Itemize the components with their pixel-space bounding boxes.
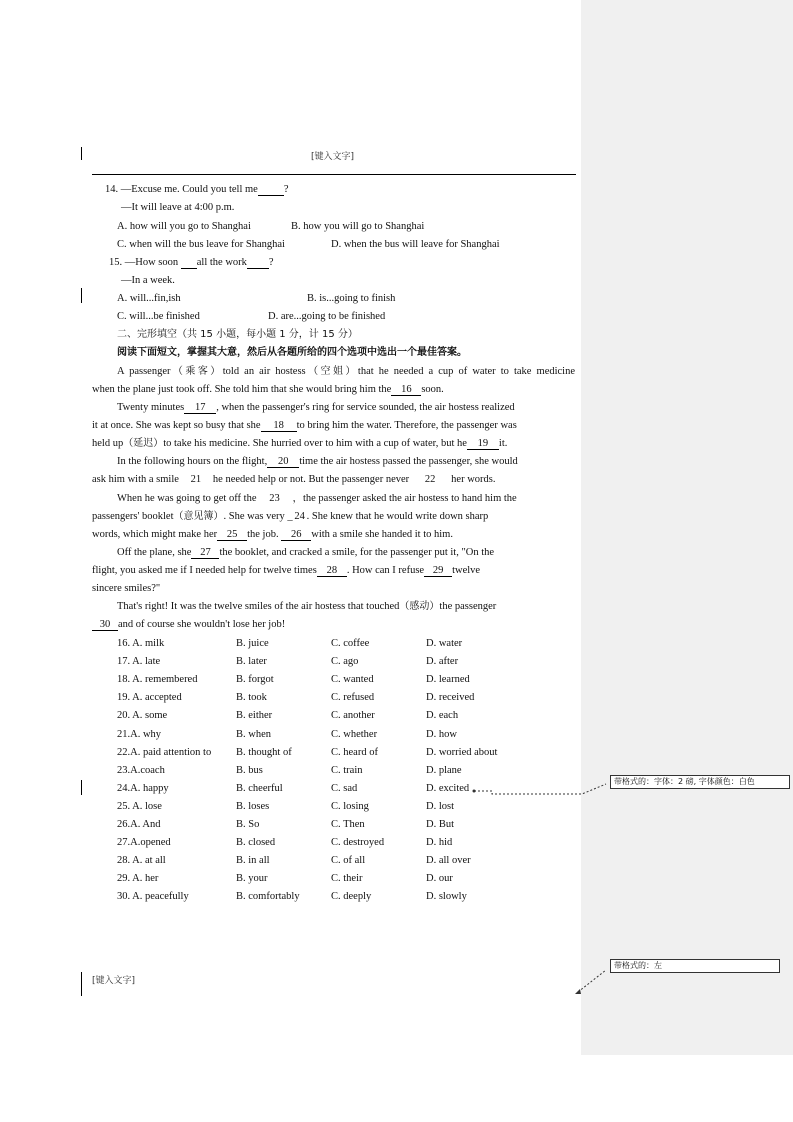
option-22-b: B. thought of bbox=[236, 746, 292, 758]
option-19-d: D. received bbox=[426, 692, 475, 704]
option-16-a: 16. A. milk bbox=[117, 638, 165, 649]
passage-line: passengers' booklet（意见簿）. She was very _ 24 . She knew that he would write down sharp bbox=[92, 511, 489, 522]
blank-24[interactable]: 24 bbox=[294, 511, 305, 522]
q14-option-b: B. how you will go to Shanghai bbox=[291, 221, 425, 232]
option-21-d: D. how bbox=[426, 728, 457, 740]
blank-26[interactable]: 26 bbox=[281, 529, 311, 541]
option-26-a: 26.A. And bbox=[117, 819, 161, 830]
q15-stem: 15. —How soon all the work ? bbox=[109, 257, 274, 268]
passage-line: That's right! It was the twelve smiles of the air hostess that touched（感动）the passenger bbox=[117, 601, 497, 612]
q15-option-d: D. are...going to be finished bbox=[268, 311, 386, 322]
blank-29[interactable]: 29 bbox=[424, 565, 452, 577]
option-27-b: B. closed bbox=[236, 837, 276, 849]
option-23-c: C. train bbox=[331, 764, 363, 776]
option-17-a: 17. A. late bbox=[117, 656, 161, 668]
blank-23[interactable]: 23 bbox=[269, 493, 280, 504]
option-30-a: 30. A. peacefully bbox=[117, 891, 189, 903]
option-18-b: B. forgot bbox=[236, 674, 274, 686]
option-26-c: C. Then bbox=[331, 819, 365, 830]
passage-line: words, which might make her 25 the job. 26 with a smile she handed it to him. bbox=[92, 529, 453, 540]
option-29-a: 29. A. her bbox=[117, 873, 159, 885]
option-19-b: B. took bbox=[236, 692, 267, 704]
option-23-d: D. plane bbox=[426, 764, 462, 776]
option-24-d: D. excited bbox=[426, 782, 470, 794]
option-30-b: B. comfortably bbox=[236, 891, 300, 903]
passage-line: held up（延迟）to take his medicine. She hurried over to him with a cup of water, but he 19 it. bbox=[92, 438, 508, 449]
passage-line: In the following hours on the flight, 20 time the air hostess passed the passenger, she would bbox=[117, 456, 518, 467]
passage-line: sincere smiles?" bbox=[92, 583, 161, 594]
blank-27[interactable]: 27 bbox=[191, 547, 219, 559]
option-25-d: D. lost bbox=[426, 800, 455, 812]
option-28-b: B. in all bbox=[236, 855, 270, 867]
option-18-d: D. learned bbox=[426, 674, 470, 686]
option-22-c: C. heard of bbox=[331, 746, 378, 758]
option-29-b: B. your bbox=[236, 873, 268, 885]
blank-18[interactable]: 18 bbox=[261, 420, 297, 432]
option-28-a: 28. A. at all bbox=[117, 855, 166, 867]
option-21-a: 21.A. why bbox=[117, 728, 162, 740]
passage-line: When he was going to get off the 23 ，the passenger asked the air hostess to hand him the bbox=[117, 493, 517, 504]
blank-16[interactable]: 16 bbox=[391, 384, 421, 396]
passage-line: it at once. She was kept so busy that she 18 to bring him the water. Therefore, the passenger was bbox=[92, 420, 517, 431]
blank-30[interactable]: 30 bbox=[92, 619, 118, 631]
option-17-b: B. later bbox=[236, 656, 267, 668]
passage-line: when the plane just took off. She told him that she would bring him the 16 soon. bbox=[92, 384, 444, 395]
passage-line: A passenger（乘客）told an air hostess（空姐）that he needed a cup of water to take medicine bbox=[117, 366, 576, 377]
passage-line: Off the plane, she 27 the booklet, and cracked a smile, for the passenger put it, "On the bbox=[117, 547, 495, 558]
option-20-c: C. another bbox=[331, 710, 375, 722]
option-18-c: C. wanted bbox=[331, 674, 374, 686]
header-placeholder[interactable]: [键入文字] bbox=[311, 152, 355, 162]
blank-20[interactable]: 20 bbox=[267, 456, 299, 468]
q14-stem: 14. —Excuse me. Could you tell me ? bbox=[105, 184, 289, 195]
format-comment-1[interactable]: 带格式的：字体：2 磅, 字体颜色：白色 bbox=[610, 775, 790, 789]
blank-25[interactable]: 25 bbox=[217, 529, 247, 541]
option-27-a: 27.A.opened bbox=[117, 837, 171, 849]
format-comment-2[interactable]: 带格式的：左 bbox=[610, 959, 780, 973]
option-28-c: C. of all bbox=[331, 855, 366, 867]
q14-option-d: D. when the bus will leave for Shanghai bbox=[331, 239, 500, 250]
q14-answer: —It will leave at 4:00 p.m. bbox=[121, 202, 235, 213]
passage-line: 30 and of course she wouldn't lose her job! bbox=[92, 618, 285, 631]
q14-option-c: C. when will the bus leave for Shanghai bbox=[117, 239, 285, 250]
option-21-b: B. when bbox=[236, 728, 271, 740]
option-30-c: C. deeply bbox=[331, 891, 372, 903]
option-19-a: 19. A. accepted bbox=[117, 692, 182, 704]
option-29-c: C. their bbox=[331, 873, 363, 885]
option-22-d: D. worried about bbox=[426, 746, 498, 758]
passage-line: ask him with a smile 21 he needed help or not. But the passenger never 22 her words. bbox=[92, 474, 496, 485]
option-25-c: C. losing bbox=[331, 800, 369, 812]
option-28-d: D. all over bbox=[426, 855, 471, 867]
section-title: 二、完形填空（共 15 小题，每小题 1 分，计 15 分） bbox=[117, 329, 358, 340]
option-23-b: B. bus bbox=[236, 764, 263, 776]
option-30-d: D. slowly bbox=[426, 891, 467, 903]
footer-placeholder[interactable]: [键入文字] bbox=[92, 976, 136, 986]
q15-option-c: C. will...be finished bbox=[117, 311, 200, 322]
section-instruction: 阅读下面短文，掌握其大意，然后从各题所给的四个选项中选出一个最佳答案。 bbox=[117, 347, 467, 358]
option-20-b: B. either bbox=[236, 710, 273, 722]
option-24-a: 24.A. happy bbox=[117, 782, 169, 794]
option-27-d: D. hid bbox=[426, 837, 453, 849]
option-26-b: B. So bbox=[236, 819, 260, 830]
option-25-b: B. loses bbox=[236, 800, 270, 812]
option-16-b: B. juice bbox=[236, 638, 269, 649]
option-20-d: D. each bbox=[426, 710, 459, 722]
q15-answer: —In a week. bbox=[121, 275, 175, 286]
option-26-d: D. But bbox=[426, 819, 455, 830]
blank-19[interactable]: 19 bbox=[467, 438, 499, 450]
q15-option-a: A. will...fin,ish bbox=[117, 293, 181, 304]
option-25-a: 25. A. lose bbox=[117, 800, 162, 812]
blank-17[interactable]: 17 bbox=[184, 402, 216, 414]
option-22-a: 22.A. paid attention to bbox=[117, 746, 212, 758]
option-24-c: C. sad bbox=[331, 782, 358, 794]
blank-22[interactable]: 22 bbox=[424, 474, 436, 485]
option-17-d: D. after bbox=[426, 656, 459, 668]
option-21-c: C. whether bbox=[331, 728, 378, 740]
q15-option-b: B. is...going to finish bbox=[307, 293, 396, 304]
option-16-c: C. coffee bbox=[331, 638, 370, 649]
option-20-a: 20. A. some bbox=[117, 710, 168, 722]
passage-line: flight, you asked me if I needed help for twelve times 28 . How can I refuse 29 twelve bbox=[92, 565, 481, 576]
option-27-c: C. destroyed bbox=[331, 837, 385, 849]
option-23-a: 23.A.coach bbox=[117, 764, 165, 776]
q14-option-a: A. how will you go to Shanghai bbox=[117, 221, 251, 232]
option-29-d: D. our bbox=[426, 873, 453, 885]
passage-line: Twenty minutes 17 , when the passenger's ring for service sounded, the air hostess realized bbox=[117, 402, 515, 413]
option-17-c: C. ago bbox=[331, 656, 359, 668]
option-19-c: C. refused bbox=[331, 692, 375, 704]
option-24-b: B. cheerful bbox=[236, 782, 283, 794]
option-16-d: D. water bbox=[426, 638, 463, 649]
blank-28[interactable]: 28 bbox=[317, 565, 347, 577]
option-18-a: 18. A. remembered bbox=[117, 674, 198, 686]
blank-21[interactable]: 21 bbox=[190, 474, 202, 485]
